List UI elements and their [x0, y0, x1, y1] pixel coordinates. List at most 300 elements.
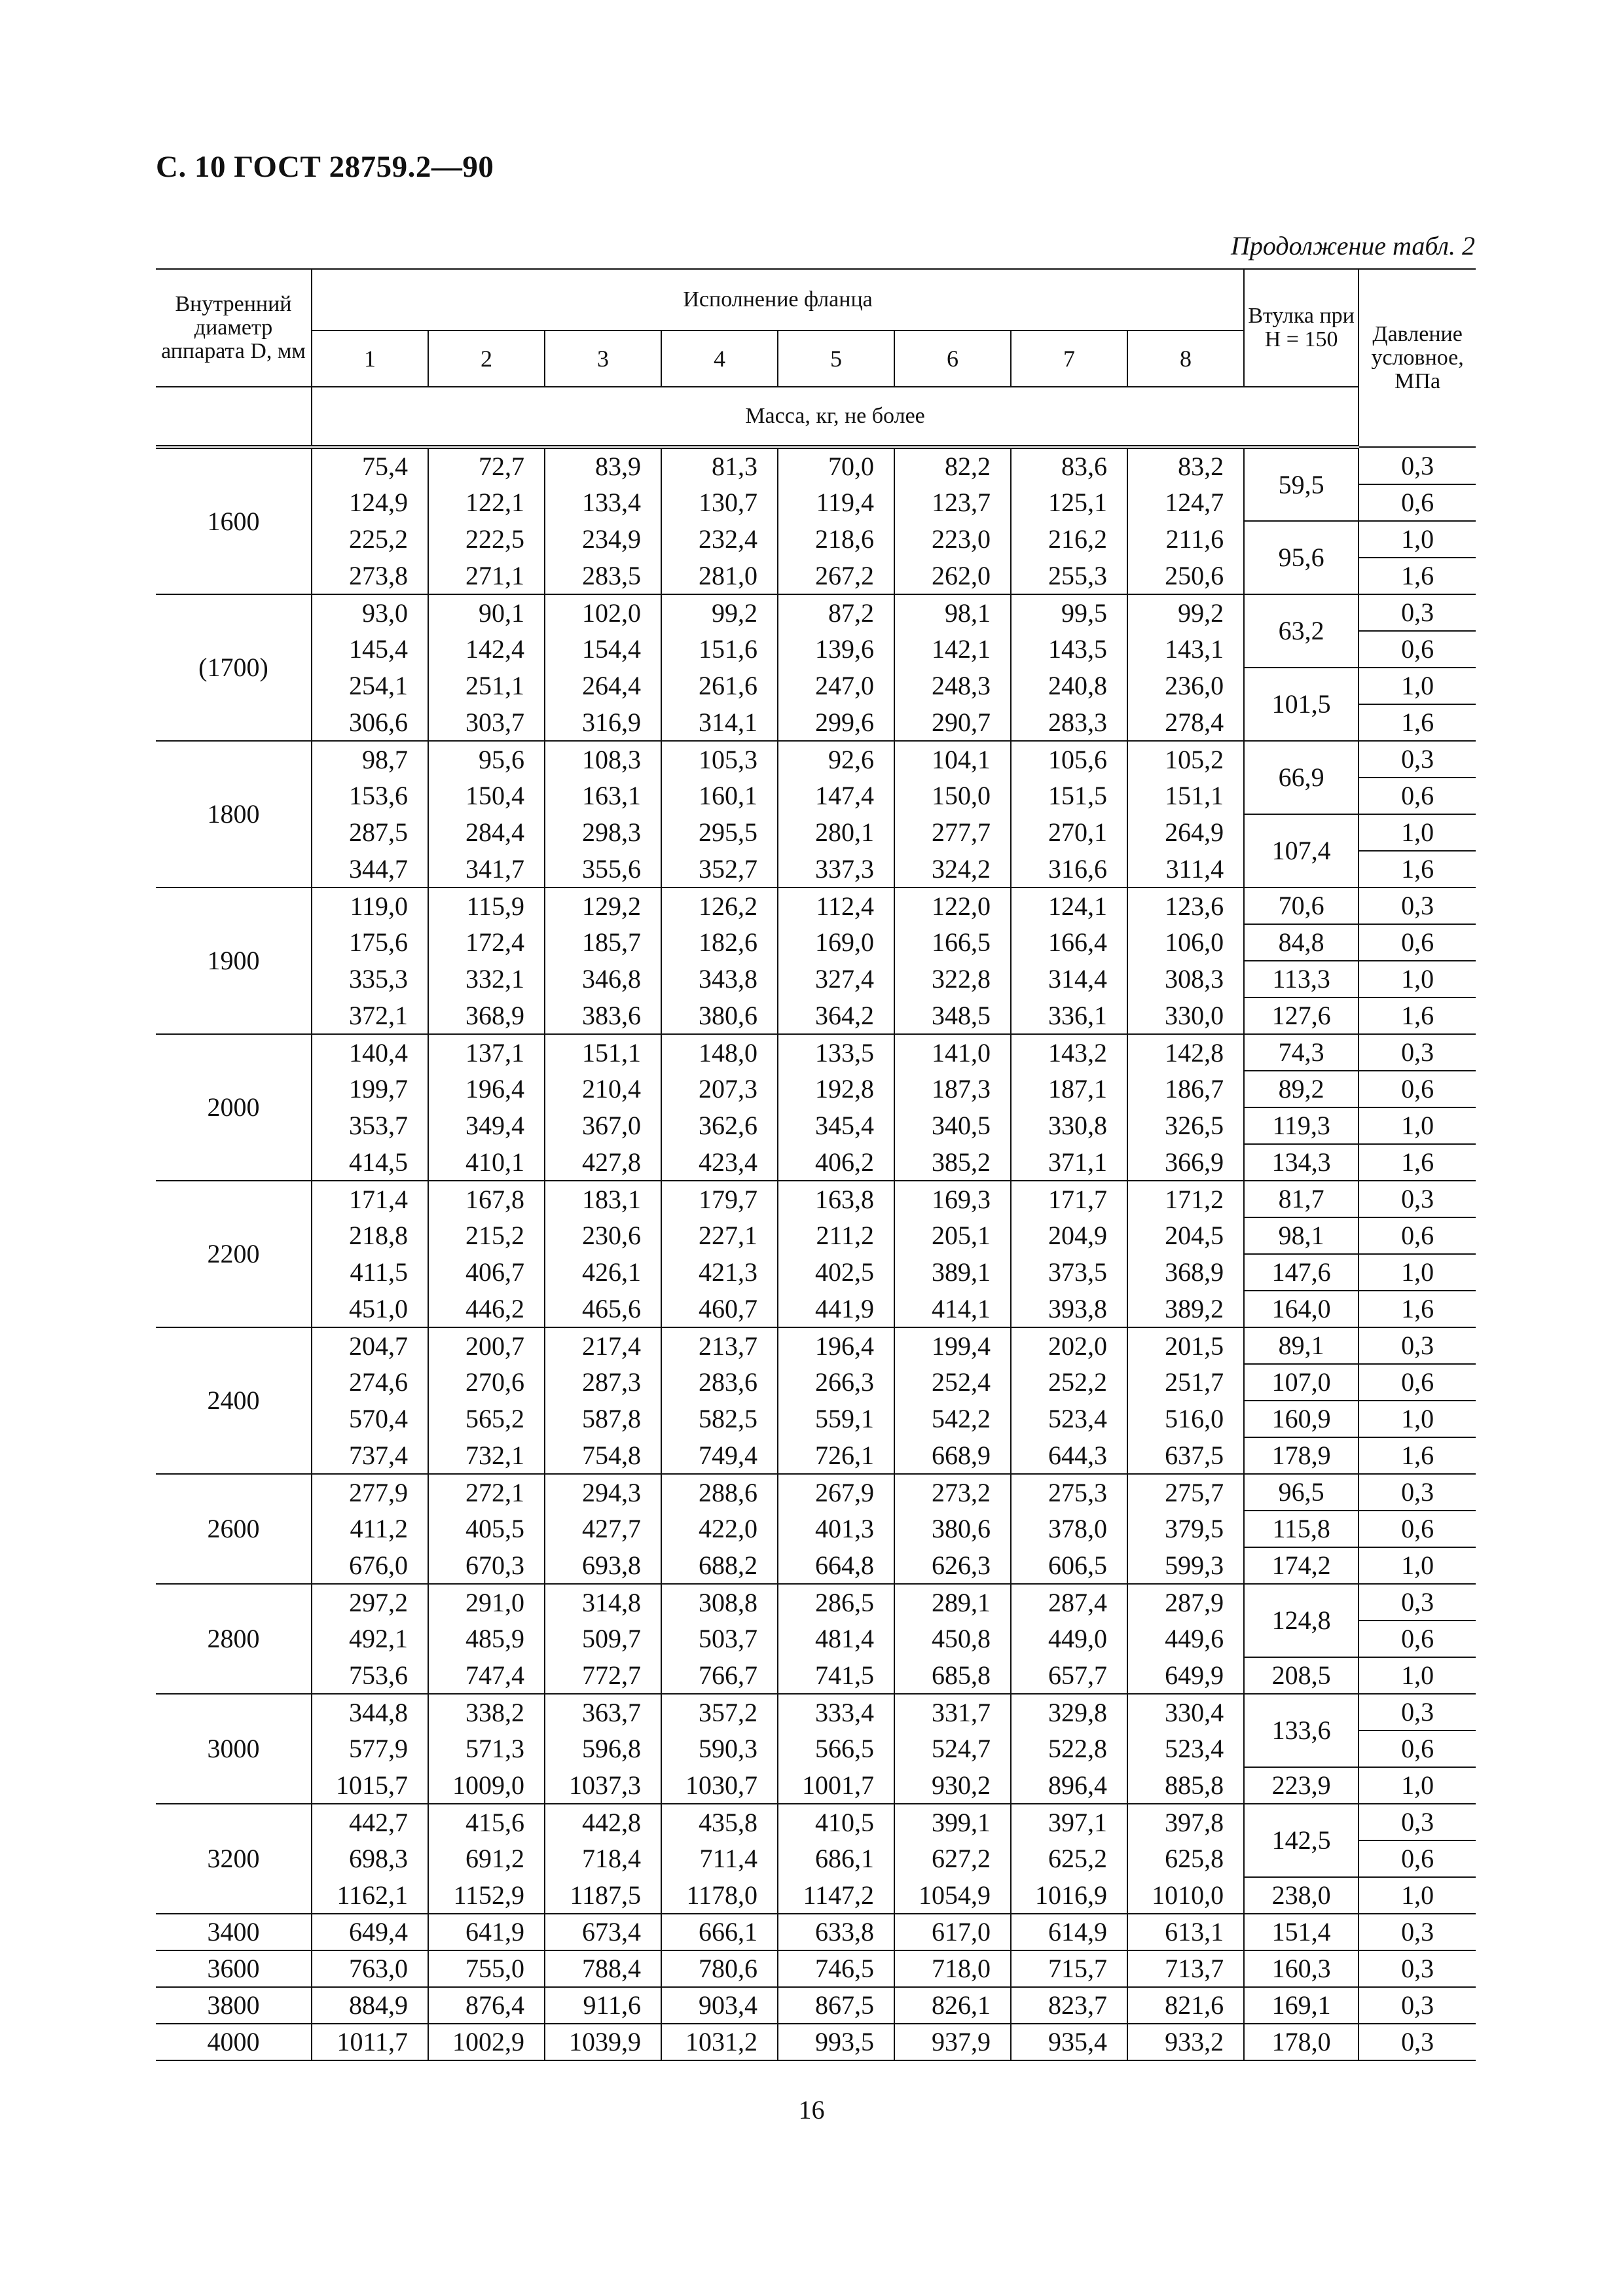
- mass-cell: 99,2: [661, 594, 778, 631]
- mass-cell: 154,4: [545, 631, 661, 668]
- pressure-cell: 0,6: [1359, 1840, 1476, 1877]
- bushing-mass-cell: 238,0: [1244, 1877, 1359, 1914]
- mass-cell: 70,0: [778, 447, 894, 484]
- mass-cell: 1016,9: [1011, 1877, 1127, 1914]
- mass-cell: 410,1: [428, 1144, 545, 1181]
- mass-cell: 884,9: [312, 1987, 428, 2024]
- bushing-mass-cell: 74,3: [1244, 1034, 1359, 1071]
- mass-cell: 322,8: [894, 961, 1011, 997]
- mass-cell: 442,8: [545, 1804, 661, 1840]
- pressure-cell: 0,3: [1359, 2024, 1476, 2060]
- mass-cell: 885,8: [1127, 1767, 1244, 1804]
- mass-cell: 251,1: [428, 668, 545, 704]
- mass-cell: 366,9: [1127, 1144, 1244, 1181]
- mass-cell: 275,3: [1011, 1474, 1127, 1511]
- pressure-cell: 0,3: [1359, 594, 1476, 631]
- col-header-diameter: Внутренний диаметр аппарата D, мм: [156, 269, 312, 387]
- bushing-mass-cell: 59,5: [1244, 447, 1359, 521]
- mass-cell: 402,5: [778, 1254, 894, 1291]
- mass-cell: 163,8: [778, 1181, 894, 1217]
- mass-cell: 227,1: [661, 1217, 778, 1254]
- mass-cell: 766,7: [661, 1657, 778, 1694]
- mass-cell: 522,8: [1011, 1731, 1127, 1767]
- mass-cell: 314,1: [661, 704, 778, 741]
- table-row: [156, 521, 1476, 558]
- table-row: [156, 1767, 1476, 1804]
- table-head: [156, 269, 1476, 447]
- mass-cell: 171,4: [312, 1181, 428, 1217]
- mass-cell: 151,1: [1127, 778, 1244, 814]
- mass-cell: 718,4: [545, 1840, 661, 1877]
- mass-cell: 247,0: [778, 668, 894, 704]
- mass-cell: 718,0: [894, 1950, 1011, 1987]
- pressure-cell: 0,6: [1359, 924, 1476, 961]
- mass-cell: 1001,7: [778, 1767, 894, 1804]
- table-row: [156, 594, 1476, 631]
- mass-cell: 99,2: [1127, 594, 1244, 631]
- mass-cell: 218,8: [312, 1217, 428, 1254]
- mass-cell: 1030,7: [661, 1767, 778, 1804]
- mass-cell: 673,4: [545, 1914, 661, 1950]
- table-row: [156, 1437, 1476, 1474]
- mass-cell: 98,1: [894, 594, 1011, 631]
- mass-cell: 316,6: [1011, 851, 1127, 888]
- mass-cell: 341,7: [428, 851, 545, 888]
- pressure-cell: 0,3: [1359, 1034, 1476, 1071]
- mass-cell: 691,2: [428, 1840, 545, 1877]
- mass-cell: 1031,2: [661, 2024, 778, 2060]
- mass-cell: 83,6: [1011, 447, 1127, 484]
- table-row: [156, 447, 1476, 484]
- pressure-cell: 0,6: [1359, 1071, 1476, 1107]
- table-row: [156, 1034, 1476, 1071]
- mass-cell: 234,9: [545, 521, 661, 558]
- bushing-mass-cell: 84,8: [1244, 924, 1359, 961]
- mass-cell: 423,4: [661, 1144, 778, 1181]
- mass-cell: 204,7: [312, 1327, 428, 1364]
- mass-cell: 349,4: [428, 1107, 545, 1144]
- mass-cell: 747,4: [428, 1657, 545, 1694]
- mass-cell: 90,1: [428, 594, 545, 631]
- mass-cell: 82,2: [894, 447, 1011, 484]
- mass-cell: 637,5: [1127, 1437, 1244, 1474]
- mass-cell: 335,3: [312, 961, 428, 997]
- bushing-mass-cell: 98,1: [1244, 1217, 1359, 1254]
- mass-cell: 267,9: [778, 1474, 894, 1511]
- mass-cell: 380,6: [661, 997, 778, 1034]
- mass-cell: 119,4: [778, 484, 894, 521]
- mass-cell: 372,1: [312, 997, 428, 1034]
- mass-cell: 290,7: [894, 704, 1011, 741]
- mass-cell: 599,3: [1127, 1547, 1244, 1584]
- mass-cell: 389,1: [894, 1254, 1011, 1291]
- mass-cell: 867,5: [778, 1987, 894, 2024]
- mass-cell: 75,4: [312, 447, 428, 484]
- mass-cell: 668,9: [894, 1437, 1011, 1474]
- table-row: [156, 1217, 1476, 1254]
- bushing-mass-cell: 151,4: [1244, 1914, 1359, 1950]
- mass-cell: 399,1: [894, 1804, 1011, 1840]
- pressure-cell: 0,3: [1359, 1804, 1476, 1840]
- flange-number-8: 8: [1127, 331, 1244, 387]
- mass-cell: 614,9: [1011, 1914, 1127, 1950]
- mass-cell: 613,1: [1127, 1914, 1244, 1950]
- mass-cell: 311,4: [1127, 851, 1244, 888]
- mass-cell: 143,1: [1127, 631, 1244, 668]
- mass-cell: 693,8: [545, 1547, 661, 1584]
- mass-cell: 147,4: [778, 778, 894, 814]
- mass-cell: 124,9: [312, 484, 428, 521]
- diameter-cell: 3400: [156, 1914, 312, 1950]
- bushing-mass-cell: 95,6: [1244, 521, 1359, 594]
- mass-cell: 252,2: [1011, 1364, 1127, 1401]
- mass-cell: 523,4: [1011, 1401, 1127, 1437]
- mass-cell: 142,4: [428, 631, 545, 668]
- pressure-cell: 0,3: [1359, 1327, 1476, 1364]
- mass-cell: 422,0: [661, 1511, 778, 1547]
- table-row: [156, 1547, 1476, 1584]
- mass-cell: 330,4: [1127, 1694, 1244, 1731]
- flange-mass-table: [156, 268, 1476, 2061]
- pressure-cell: 1,0: [1359, 1401, 1476, 1437]
- table-row: [156, 1584, 1476, 1621]
- mass-cell: 172,4: [428, 924, 545, 961]
- mass-cell: 1152,9: [428, 1877, 545, 1914]
- mass-cell: 1147,2: [778, 1877, 894, 1914]
- pressure-cell: 0,3: [1359, 888, 1476, 924]
- mass-cell: 105,3: [661, 741, 778, 778]
- pressure-cell: 1,6: [1359, 558, 1476, 594]
- mass-cell: 81,3: [661, 447, 778, 484]
- mass-cell: 205,1: [894, 1217, 1011, 1254]
- mass-cell: 754,8: [545, 1437, 661, 1474]
- mass-cell: 826,1: [894, 1987, 1011, 2024]
- mass-cell: 397,1: [1011, 1804, 1127, 1840]
- mass-cell: 248,3: [894, 668, 1011, 704]
- bushing-mass-cell: 134,3: [1244, 1144, 1359, 1181]
- bushing-mass-cell: 174,2: [1244, 1547, 1359, 1584]
- mass-cell: 218,6: [778, 521, 894, 558]
- table-row: [156, 1694, 1476, 1731]
- mass-cell: 186,7: [1127, 1071, 1244, 1107]
- mass-cell: 122,0: [894, 888, 1011, 924]
- mass-cell: 1010,0: [1127, 1877, 1244, 1914]
- bushing-mass-cell: 115,8: [1244, 1511, 1359, 1547]
- mass-cell: 1054,9: [894, 1877, 1011, 1914]
- mass-cell: 236,0: [1127, 668, 1244, 704]
- mass-cell: 171,7: [1011, 1181, 1127, 1217]
- mass-cell: 207,3: [661, 1071, 778, 1107]
- table-row: [156, 1401, 1476, 1437]
- mass-cell: 333,4: [778, 1694, 894, 1731]
- diameter-cell: 2800: [156, 1584, 312, 1694]
- table-row: [156, 1254, 1476, 1291]
- mass-cell: 559,1: [778, 1401, 894, 1437]
- bushing-mass-cell: 160,3: [1244, 1950, 1359, 1987]
- pressure-cell: 1,0: [1359, 1767, 1476, 1804]
- table-row: [156, 1107, 1476, 1144]
- mass-cell: 357,2: [661, 1694, 778, 1731]
- mass-cell: 83,9: [545, 447, 661, 484]
- pressure-cell: 0,3: [1359, 1987, 1476, 2024]
- table-continuation-note: Продолжение табл. 2: [1230, 231, 1475, 260]
- pressure-cell: 0,6: [1359, 1217, 1476, 1254]
- mass-cell: 277,7: [894, 814, 1011, 851]
- mass-cell: 98,7: [312, 741, 428, 778]
- pressure-cell: 0,6: [1359, 484, 1476, 521]
- mass-cell: 287,4: [1011, 1584, 1127, 1621]
- mass-cell: 183,1: [545, 1181, 661, 1217]
- mass-cell: 148,0: [661, 1034, 778, 1071]
- bushing-mass-cell: 107,0: [1244, 1364, 1359, 1401]
- mass-cell: 1009,0: [428, 1767, 545, 1804]
- mass-cell: 299,6: [778, 704, 894, 741]
- mass-cell: 166,5: [894, 924, 1011, 961]
- bushing-mass-cell: 147,6: [1244, 1254, 1359, 1291]
- mass-cell: 772,7: [545, 1657, 661, 1694]
- mass-cell: 330,8: [1011, 1107, 1127, 1144]
- mass-cell: 566,5: [778, 1731, 894, 1767]
- mass-cell: 421,3: [661, 1254, 778, 1291]
- mass-cell: 644,3: [1011, 1437, 1127, 1474]
- mass-cell: 411,5: [312, 1254, 428, 1291]
- mass-cell: 295,5: [661, 814, 778, 851]
- mass-cell: 465,6: [545, 1291, 661, 1327]
- mass-cell: 95,6: [428, 741, 545, 778]
- mass-cell: 903,4: [661, 1987, 778, 2024]
- mass-cell: 780,6: [661, 1950, 778, 1987]
- bushing-mass-cell: 119,3: [1244, 1107, 1359, 1144]
- mass-cell: 264,4: [545, 668, 661, 704]
- mass-cell: 441,9: [778, 1291, 894, 1327]
- pressure-cell: 0,3: [1359, 1181, 1476, 1217]
- mass-cell: 72,7: [428, 447, 545, 484]
- mass-cell: 383,6: [545, 997, 661, 1034]
- mass-cell: 337,3: [778, 851, 894, 888]
- mass-cell: 280,1: [778, 814, 894, 851]
- table-row: [156, 888, 1476, 924]
- mass-cell: 582,5: [661, 1401, 778, 1437]
- diameter-cell: 1800: [156, 741, 312, 888]
- mass-cell: 414,5: [312, 1144, 428, 1181]
- mass-cell: 368,9: [428, 997, 545, 1034]
- pressure-cell: 0,3: [1359, 1584, 1476, 1621]
- mass-cell: 344,7: [312, 851, 428, 888]
- table-row: [156, 1291, 1476, 1327]
- mass-cell: 271,1: [428, 558, 545, 594]
- diameter-cell: 3000: [156, 1694, 312, 1804]
- bushing-mass-cell: 133,6: [1244, 1694, 1359, 1767]
- diameter-cell: 2600: [156, 1474, 312, 1584]
- mass-cell: 286,5: [778, 1584, 894, 1621]
- mass-cell: 196,4: [428, 1071, 545, 1107]
- mass-cell: 169,3: [894, 1181, 1011, 1217]
- mass-cell: 378,0: [1011, 1511, 1127, 1547]
- table-row: [156, 741, 1476, 778]
- mass-cell: 270,1: [1011, 814, 1127, 851]
- bushing-mass-cell: 63,2: [1244, 594, 1359, 668]
- mass-cell: 316,9: [545, 704, 661, 741]
- mass-cell: 449,6: [1127, 1621, 1244, 1657]
- mass-cell: 230,6: [545, 1217, 661, 1254]
- diameter-cell: (1700): [156, 594, 312, 741]
- mass-cell: 261,6: [661, 668, 778, 704]
- mass-cell: 187,3: [894, 1071, 1011, 1107]
- mass-cell: 274,6: [312, 1364, 428, 1401]
- mass-cell: 240,8: [1011, 668, 1127, 704]
- mass-cell: 368,9: [1127, 1254, 1244, 1291]
- mass-cell: 137,1: [428, 1034, 545, 1071]
- mass-cell: 169,0: [778, 924, 894, 961]
- mass-cell: 199,7: [312, 1071, 428, 1107]
- document-header: С. 10 ГОСТ 28759.2—90: [156, 150, 494, 184]
- bushing-mass-cell: 169,1: [1244, 1987, 1359, 2024]
- flange-number-7: 7: [1011, 331, 1127, 387]
- diameter-cell: 2200: [156, 1181, 312, 1327]
- mass-cell: 303,7: [428, 704, 545, 741]
- mass-cell: 143,2: [1011, 1034, 1127, 1071]
- mass-cell: 685,8: [894, 1657, 1011, 1694]
- table-row: [156, 1914, 1476, 1950]
- mass-cell: 142,8: [1127, 1034, 1244, 1071]
- mass-cell: 935,4: [1011, 2024, 1127, 2060]
- flange-number-4: 4: [661, 331, 778, 387]
- pressure-cell: 1,0: [1359, 1877, 1476, 1914]
- pressure-cell: 1,0: [1359, 1254, 1476, 1291]
- mass-cell: 336,1: [1011, 997, 1127, 1034]
- bushing-mass-cell: 70,6: [1244, 888, 1359, 924]
- diameter-cell: 3200: [156, 1804, 312, 1914]
- mass-cell: 123,7: [894, 484, 1011, 521]
- mass-cell: 698,3: [312, 1840, 428, 1877]
- mass-cell: 688,2: [661, 1547, 778, 1584]
- mass-cell: 442,7: [312, 1804, 428, 1840]
- bushing-mass-cell: 89,2: [1244, 1071, 1359, 1107]
- mass-cell: 625,8: [1127, 1840, 1244, 1877]
- mass-cell: 223,0: [894, 521, 1011, 558]
- mass-cell: 933,2: [1127, 2024, 1244, 2060]
- mass-cell: 367,0: [545, 1107, 661, 1144]
- mass-cell: 145,4: [312, 631, 428, 668]
- mass-cell: 278,4: [1127, 704, 1244, 741]
- mass-cell: 524,7: [894, 1731, 1011, 1767]
- mass-cell: 344,8: [312, 1694, 428, 1731]
- mass-cell: 788,4: [545, 1950, 661, 1987]
- mass-cell: 617,0: [894, 1914, 1011, 1950]
- bushing-mass-cell: 101,5: [1244, 668, 1359, 741]
- col-header-diameter-cont: [156, 387, 312, 447]
- mass-cell: 124,1: [1011, 888, 1127, 924]
- mass-cell: 664,8: [778, 1547, 894, 1584]
- mass-cell: 481,4: [778, 1621, 894, 1657]
- mass-cell: 625,2: [1011, 1840, 1127, 1877]
- mass-cell: 104,1: [894, 741, 1011, 778]
- mass-cell: 281,0: [661, 558, 778, 594]
- mass-cell: 503,7: [661, 1621, 778, 1657]
- mass-cell: 254,1: [312, 668, 428, 704]
- mass-cell: 821,6: [1127, 1987, 1244, 2024]
- mass-cell: 364,2: [778, 997, 894, 1034]
- mass-cell: 414,1: [894, 1291, 1011, 1327]
- col-header-flange-execution: Исполнение фланца: [312, 269, 1244, 331]
- mass-cell: 175,6: [312, 924, 428, 961]
- mass-cell: 937,9: [894, 2024, 1011, 2060]
- mass-cell: 267,2: [778, 558, 894, 594]
- mass-cell: 1178,0: [661, 1877, 778, 1914]
- mass-cell: 287,3: [545, 1364, 661, 1401]
- unit-row: Масса, кг, не более: [312, 387, 1359, 447]
- mass-cell: 151,1: [545, 1034, 661, 1071]
- bushing-mass-cell: 81,7: [1244, 1181, 1359, 1217]
- table-row: [156, 1804, 1476, 1840]
- diameter-cell: 3600: [156, 1950, 312, 1987]
- mass-cell: 330,0: [1127, 997, 1244, 1034]
- mass-cell: 670,3: [428, 1547, 545, 1584]
- pressure-cell: 1,6: [1359, 1437, 1476, 1474]
- mass-cell: 355,6: [545, 851, 661, 888]
- table-row: [156, 1511, 1476, 1547]
- mass-cell: 129,2: [545, 888, 661, 924]
- mass-cell: 393,8: [1011, 1291, 1127, 1327]
- mass-cell: 737,4: [312, 1437, 428, 1474]
- mass-cell: 262,0: [894, 558, 1011, 594]
- table-row: [156, 1657, 1476, 1694]
- mass-cell: 126,2: [661, 888, 778, 924]
- mass-cell: 266,3: [778, 1364, 894, 1401]
- mass-cell: 415,6: [428, 1804, 545, 1840]
- table-row: [156, 924, 1476, 961]
- flange-number-5: 5: [778, 331, 894, 387]
- mass-cell: 192,8: [778, 1071, 894, 1107]
- mass-cell: 289,1: [894, 1584, 1011, 1621]
- mass-cell: 627,2: [894, 1840, 1011, 1877]
- mass-cell: 385,2: [894, 1144, 1011, 1181]
- mass-cell: 571,3: [428, 1731, 545, 1767]
- mass-cell: 1162,1: [312, 1877, 428, 1914]
- mass-cell: 272,1: [428, 1474, 545, 1511]
- bushing-mass-cell: 107,4: [1244, 814, 1359, 888]
- mass-cell: 92,6: [778, 741, 894, 778]
- mass-cell: 492,1: [312, 1621, 428, 1657]
- pressure-cell: 1,6: [1359, 704, 1476, 741]
- mass-cell: 353,7: [312, 1107, 428, 1144]
- diameter-cell: 1900: [156, 888, 312, 1034]
- flange-number-1: 1: [312, 331, 428, 387]
- mass-cell: 449,0: [1011, 1621, 1127, 1657]
- mass-cell: 252,4: [894, 1364, 1011, 1401]
- mass-cell: 509,7: [545, 1621, 661, 1657]
- mass-cell: 133,4: [545, 484, 661, 521]
- mass-cell: 711,4: [661, 1840, 778, 1877]
- mass-cell: 102,0: [545, 594, 661, 631]
- mass-cell: 732,1: [428, 1437, 545, 1474]
- bushing-mass-cell: 160,9: [1244, 1401, 1359, 1437]
- diameter-cell: 2400: [156, 1327, 312, 1474]
- mass-cell: 753,6: [312, 1657, 428, 1694]
- mass-cell: 406,7: [428, 1254, 545, 1291]
- mass-cell: 283,3: [1011, 704, 1127, 741]
- mass-cell: 626,3: [894, 1547, 1011, 1584]
- mass-cell: 649,9: [1127, 1657, 1244, 1694]
- mass-cell: 298,3: [545, 814, 661, 851]
- mass-cell: 119,0: [312, 888, 428, 924]
- pressure-cell: 0,6: [1359, 1511, 1476, 1547]
- mass-cell: 676,0: [312, 1547, 428, 1584]
- bushing-mass-cell: 127,6: [1244, 997, 1359, 1034]
- mass-cell: 657,7: [1011, 1657, 1127, 1694]
- table-row: [156, 997, 1476, 1034]
- mass-cell: 450,8: [894, 1621, 1011, 1657]
